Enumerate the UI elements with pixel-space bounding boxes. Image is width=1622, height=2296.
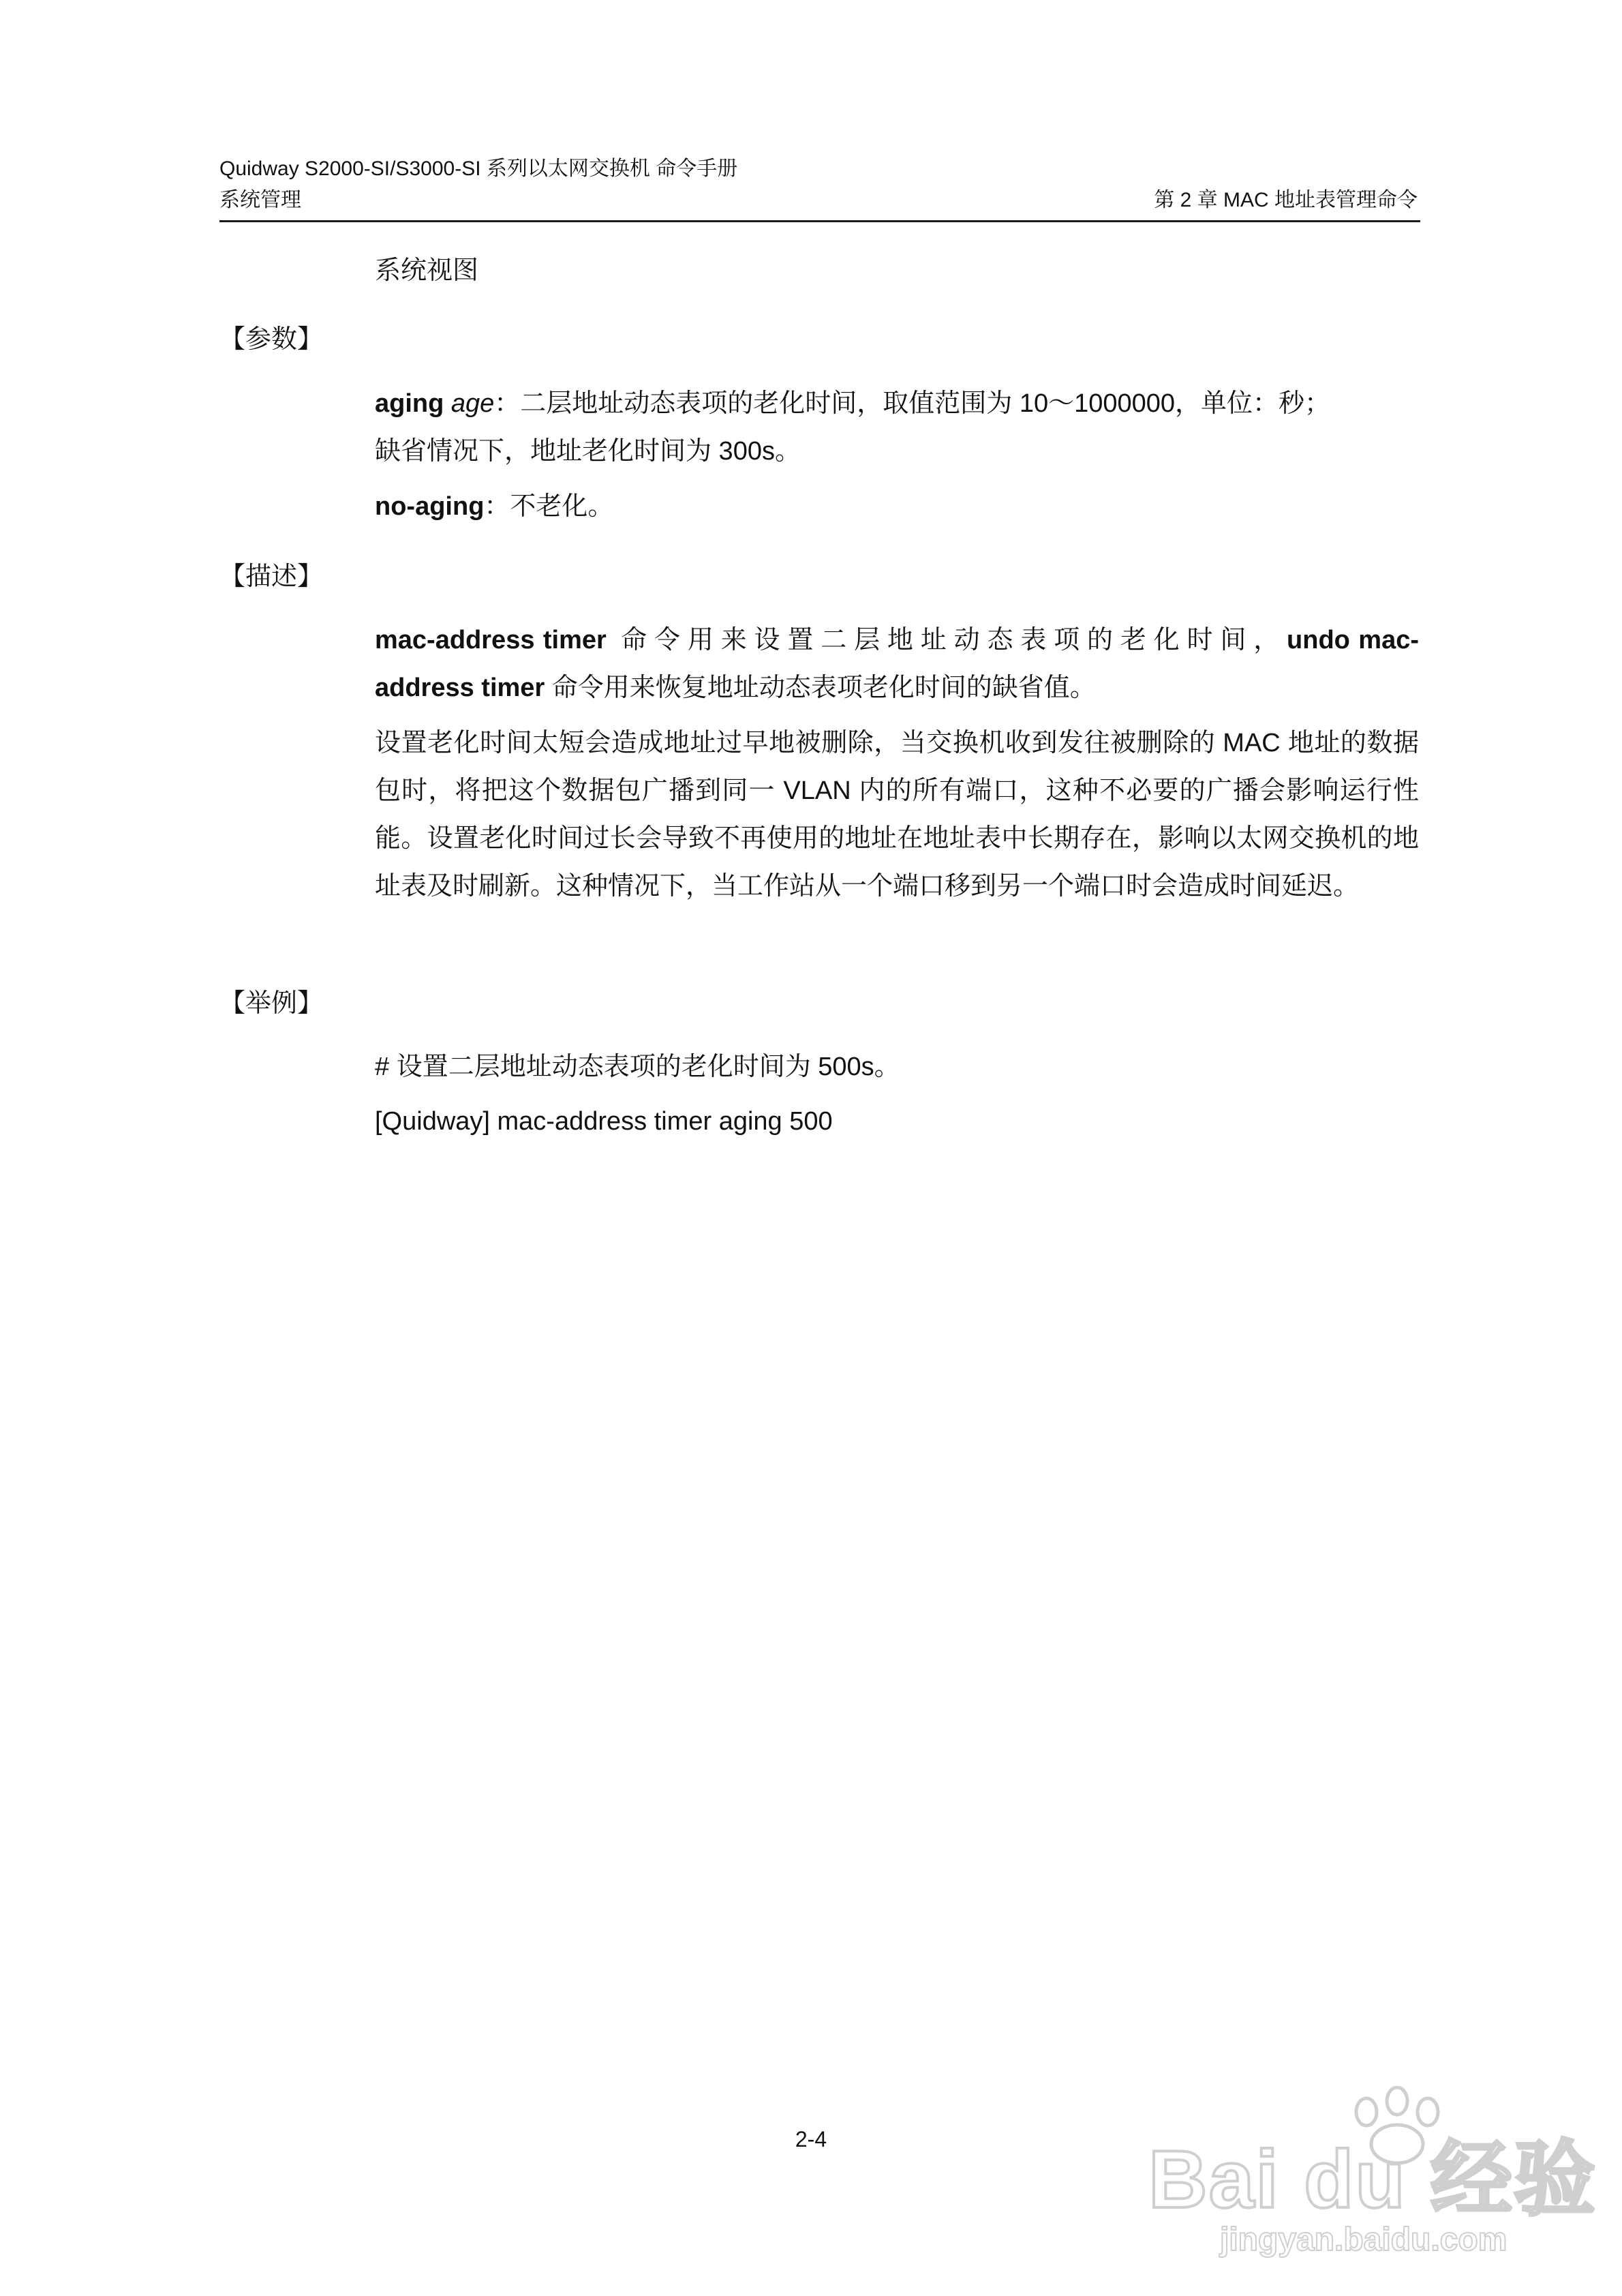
section-description-heading: 【描述】 bbox=[219, 562, 324, 591]
header-section: 系统管理 bbox=[219, 189, 301, 211]
header-chapter: 第 2 章 MAC 地址表管理命令 bbox=[1154, 189, 1418, 211]
watermark bbox=[1148, 2086, 1597, 2258]
description-para-2: 设置老化时间太短会造成地址过早地被删除，当交换机收到发往被删除的 MAC 地址的数据包时，将把这个数据包广播到同一 VLAN 内的所有端口，这种不必要的广播会影响运行性能。设置老化时间过长会导致不再使用的地址在地址表中长期存在，影响以太网交换机的地址表及时刷新。这种情况下，当工作站从一个端口移到另一个端口时会造成时间延迟。 bbox=[375, 729, 1419, 901]
watermark-url: jingyan.baidu.com bbox=[1220, 2222, 1508, 2258]
page-number: 2-4 bbox=[795, 2127, 827, 2151]
param-aging bbox=[375, 380, 1419, 475]
header-rule bbox=[219, 220, 1420, 222]
description-cmd-undo-text: 命令用来恢复地址动态表项老化时间的缺省值。 bbox=[545, 674, 1096, 702]
section-example-heading: 【举例】 bbox=[219, 989, 324, 1018]
watermark-brand: Bai du 经验 bbox=[1148, 2134, 1597, 2225]
description-cmd-set-text: 命令用来设置二层地址动态表项的老化时间， bbox=[606, 626, 1287, 654]
param-noaging bbox=[375, 483, 1419, 530]
param-aging-desc: ：二层地址动态表项的老化时间，取值范围为 10～1000000，单位：秒； bbox=[494, 389, 1331, 418]
example-command: [Quidway] mac-address timer aging 500 bbox=[375, 1107, 833, 1136]
description-cmd-set: mac-address timer bbox=[375, 626, 607, 654]
header-title: Quidway S2000-SI/S3000-SI 系列以太网交换机 命令手册 bbox=[219, 157, 738, 180]
param-aging-default: 缺省情况下，地址老化时间为 300s。 bbox=[375, 437, 801, 466]
param-noaging-desc: ：不老化。 bbox=[484, 492, 614, 521]
view-text: 系统视图 bbox=[375, 256, 479, 285]
example-comment: # 设置二层地址动态表项的老化时间为 500s。 bbox=[375, 1053, 900, 1081]
description-para-1 bbox=[375, 616, 1419, 712]
section-params-heading: 【参数】 bbox=[219, 325, 324, 354]
param-aging-arg: age bbox=[450, 389, 495, 418]
param-aging-keyword: aging bbox=[375, 389, 444, 418]
param-noaging-keyword: no-aging bbox=[375, 492, 485, 521]
description-cmd-undo: undo mac-address timer bbox=[375, 626, 1419, 702]
